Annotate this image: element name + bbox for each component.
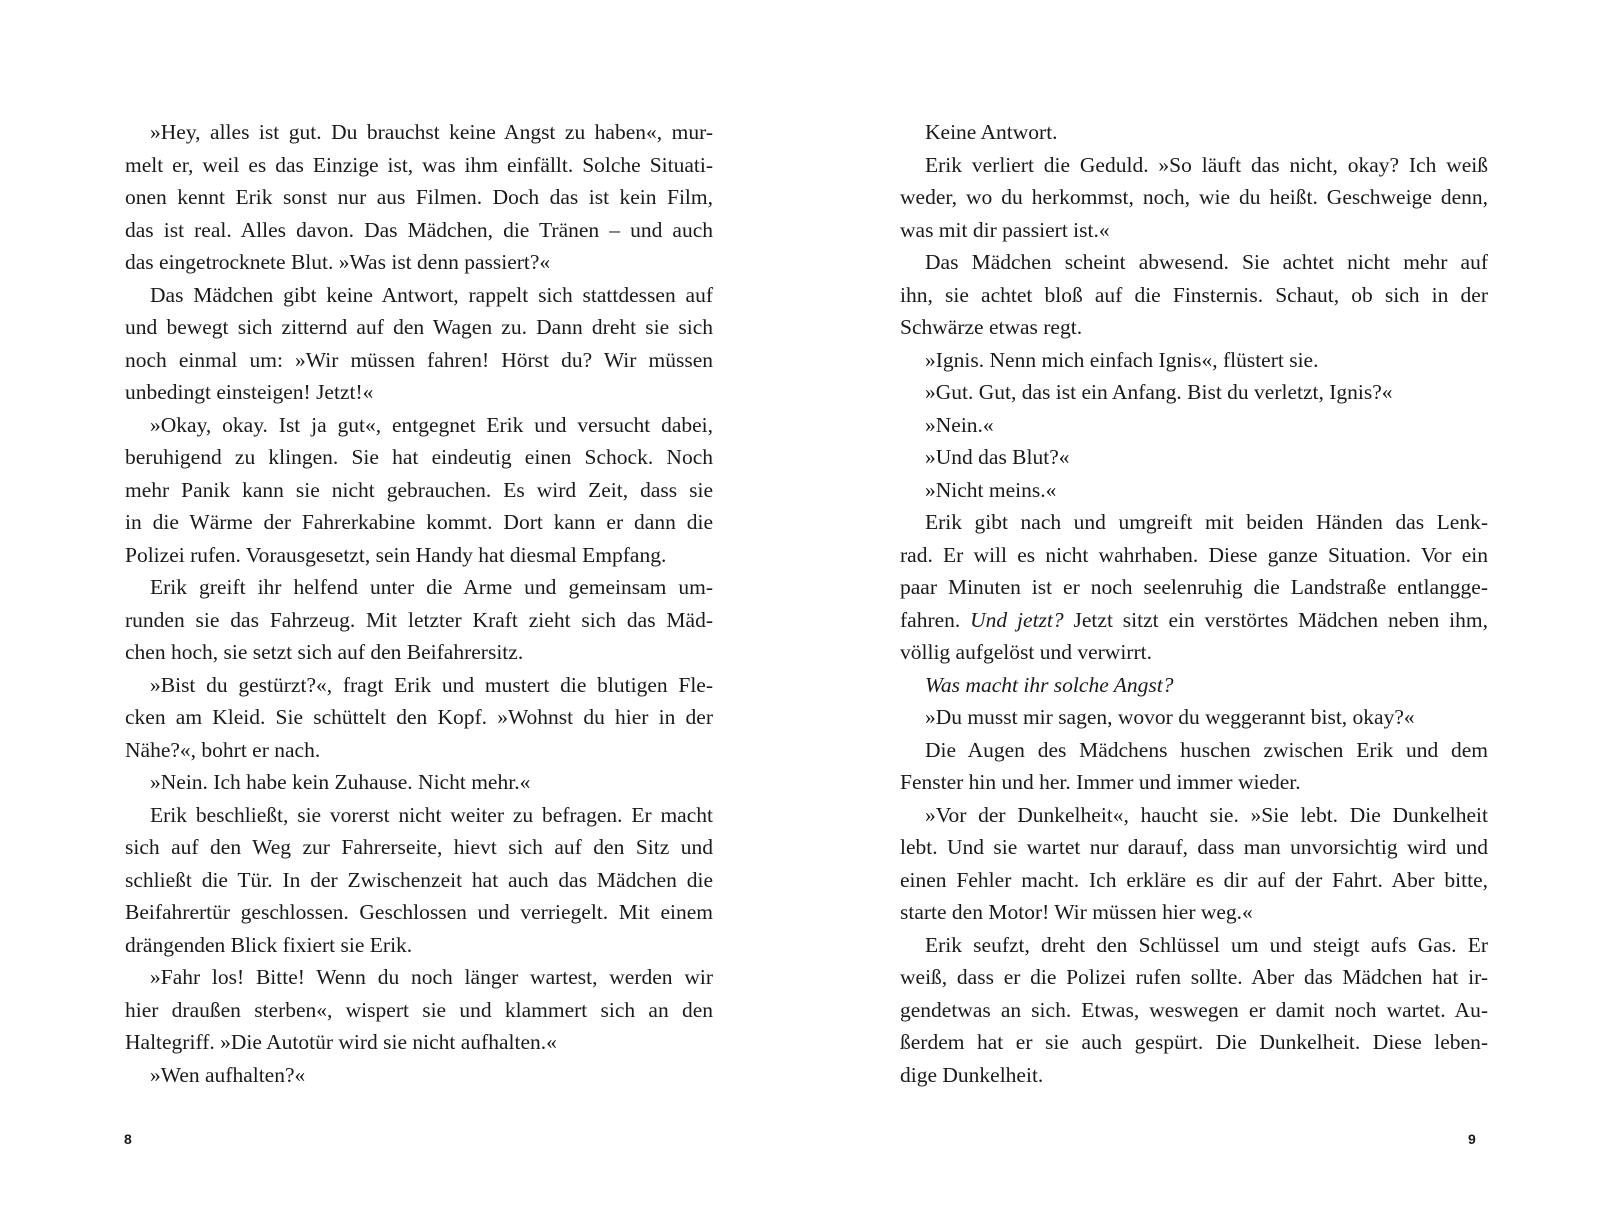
text-line: »Nicht meins.« [925, 477, 1057, 502]
text-line: »Vor der Dunkelheit«, haucht sie. »Sie lebt. Die Dunkelheit [925, 802, 1488, 827]
text-line: »Fahr los! Bitte! Wenn du noch länger wartest, werden wir [150, 965, 713, 989]
text-line: Nähe?«, bohrt er nach. [125, 737, 321, 762]
page-number-left: 8 [124, 1131, 132, 1147]
text-line: Das Mädchen scheint abwesend. Sie achtet nicht mehr auf [925, 250, 1488, 274]
text-segment: fahren. [900, 607, 971, 632]
text-segment: Jetzt sitzt ein verstörtes Mädchen neben ihm, [1063, 607, 1488, 632]
text-line: »Hey, alles ist gut. Du brauchst keine Angst zu haben«, mur- [150, 120, 713, 144]
page-number-right: 9 [1468, 1131, 1476, 1147]
text-line: cken am Kleid. Sie schüttelt den Kopf. »Wohnst du hier in der [125, 705, 713, 729]
text-line: Die Augen des Mädchens huschen zwischen Erik und dem [925, 737, 1488, 762]
text-line: runden sie das Fahrzeug. Mit letzter Kraft zieht sich das Mäd- [125, 607, 713, 632]
text-line: »Gut. Gut, das ist ein Anfang. Bist du verletzt, Ignis?« [925, 380, 1393, 404]
text-line: Erik beschließt, sie vorerst nicht weiter zu befragen. Er macht [150, 802, 713, 827]
text-line: ihn, sie achtet bloß auf die Finsternis. Schaut, ob sich in der [900, 282, 1488, 307]
text-line [900, 604, 1488, 637]
text-line: Fenster hin und her. Immer und immer wieder. [900, 770, 1301, 794]
text-line: melt er, weil es das Einzige ist, was ihm einfällt. Solche Situati- [125, 152, 713, 177]
text-line: Was macht ihr solche Angst? [925, 672, 1174, 697]
text-line: was mit dir passiert ist.« [900, 217, 1110, 242]
text-line: unbedingt einsteigen! Jetzt!« [125, 380, 374, 404]
text-line: völlig aufgelöst und verwirrt. [900, 640, 1152, 664]
text-line: Erik verliert die Geduld. »So läuft das nicht, okay? Ich weiß [925, 152, 1488, 177]
text-line: paar Minuten ist er noch seelenruhig die Landstraße entlangge- [900, 575, 1488, 599]
text-line: Das Mädchen gibt keine Antwort, rappelt sich stattdessen auf [150, 282, 713, 307]
text-line: noch einmal um: »Wir müssen fahren! Hörst du? Wir müssen [125, 347, 713, 372]
text-line: onen kennt Erik sonst nur aus Filmen. Doch das ist kein Film, [125, 185, 713, 209]
text-line: schließt die Tür. In der Zwischenzeit hat auch das Mädchen die [125, 867, 713, 892]
text-line: drängenden Blick fixiert sie Erik. [125, 932, 413, 957]
text-line: »Okay, okay. Ist ja gut«, entgegnet Erik und versucht dabei, [150, 412, 713, 437]
text-line: »Ignis. Nenn mich einfach Ignis«, flüstert sie. [925, 347, 1319, 372]
text-line: Keine Antwort. [925, 120, 1058, 144]
text-line: Erik gibt nach und umgreift mit beiden Händen das Lenk- [925, 510, 1488, 534]
text-line: »Und das Blut?« [925, 445, 1070, 469]
text-line: Beifahrertür geschlossen. Geschlossen und verriegelt. Mit einem [125, 900, 713, 924]
text-line: Erik seufzt, dreht den Schlüssel um und steigt aufs Gas. Er [925, 932, 1488, 957]
text-line: »Nein. Ich habe kein Zuhause. Nicht mehr.« [150, 770, 531, 794]
left-page [125, 116, 713, 1091]
text-line: Schwärze etwas regt. [900, 315, 1083, 339]
text-line: mehr Panik kann sie nicht gebrauchen. Es wird Zeit, dass sie [125, 477, 713, 502]
text-line: das ist real. Alles davon. Das Mädchen, die Tränen – und auch [125, 217, 713, 242]
text-line: dige Dunkelheit. [900, 1062, 1044, 1087]
text-line: chen hoch, sie setzt sich auf den Beifahrersitz. [125, 640, 524, 664]
text-line: sich auf den Weg zur Fahrerseite, hievt sich auf den Sitz und [125, 835, 713, 859]
text-line: Polizei rufen. Vorausgesetzt, sein Handy hat diesmal Empfang. [125, 542, 667, 567]
text-line: und bewegt sich zitternd auf den Wagen zu. Dann dreht sie sich [125, 315, 713, 339]
text-line: in die Wärme der Fahrerkabine kommt. Dort kann er dann die [125, 510, 713, 534]
text-line: einen Fehler macht. Ich erkläre es dir auf der Fahrt. Aber bitte, [900, 867, 1488, 892]
text-line: das eingetrocknete Blut. »Was ist denn passiert?« [125, 250, 551, 274]
text-line: lebt. Und sie wartet nur darauf, dass man unvorsichtig wird und [900, 835, 1488, 859]
text-line: gendetwas an sich. Etwas, weswegen er damit noch wartet. Au- [900, 997, 1488, 1022]
text-line: »Nein.« [925, 412, 994, 437]
text-line: »Bist du gestürzt?«, fragt Erik und mustert die blutigen Fle- [150, 672, 713, 697]
text-line: Haltegriff. »Die Autotür wird sie nicht aufhalten.« [125, 1030, 557, 1054]
right-page [900, 116, 1488, 1091]
text-line: weiß, dass er die Polizei rufen sollte. Aber das Mädchen hat ir- [900, 965, 1488, 989]
text-line: »Du musst mir sagen, wovor du weggerannt bist, okay?« [925, 705, 1415, 729]
text-line: ßerdem hat er sie auch gespürt. Die Dunkelheit. Diese leben- [900, 1030, 1488, 1054]
text-line: Erik greift ihr helfend unter die Arme und gemeinsam um- [150, 575, 713, 599]
text-line: weder, wo du herkommst, noch, wie du heißt. Geschweige denn, [900, 185, 1488, 209]
italic-text-segment: Und jetzt? [970, 607, 1064, 632]
text-line: »Wen aufhalten?« [150, 1062, 306, 1087]
text-line: starte den Motor! Wir müssen hier weg.« [900, 900, 1253, 924]
text-line: beruhigend zu klingen. Sie hat eindeutig einen Schock. Noch [125, 445, 713, 469]
text-line: hier draußen sterben«, wispert sie und klammert sich an den [125, 997, 713, 1022]
text-line: rad. Er will es nicht wahrhaben. Diese ganze Situation. Vor ein [900, 542, 1488, 567]
